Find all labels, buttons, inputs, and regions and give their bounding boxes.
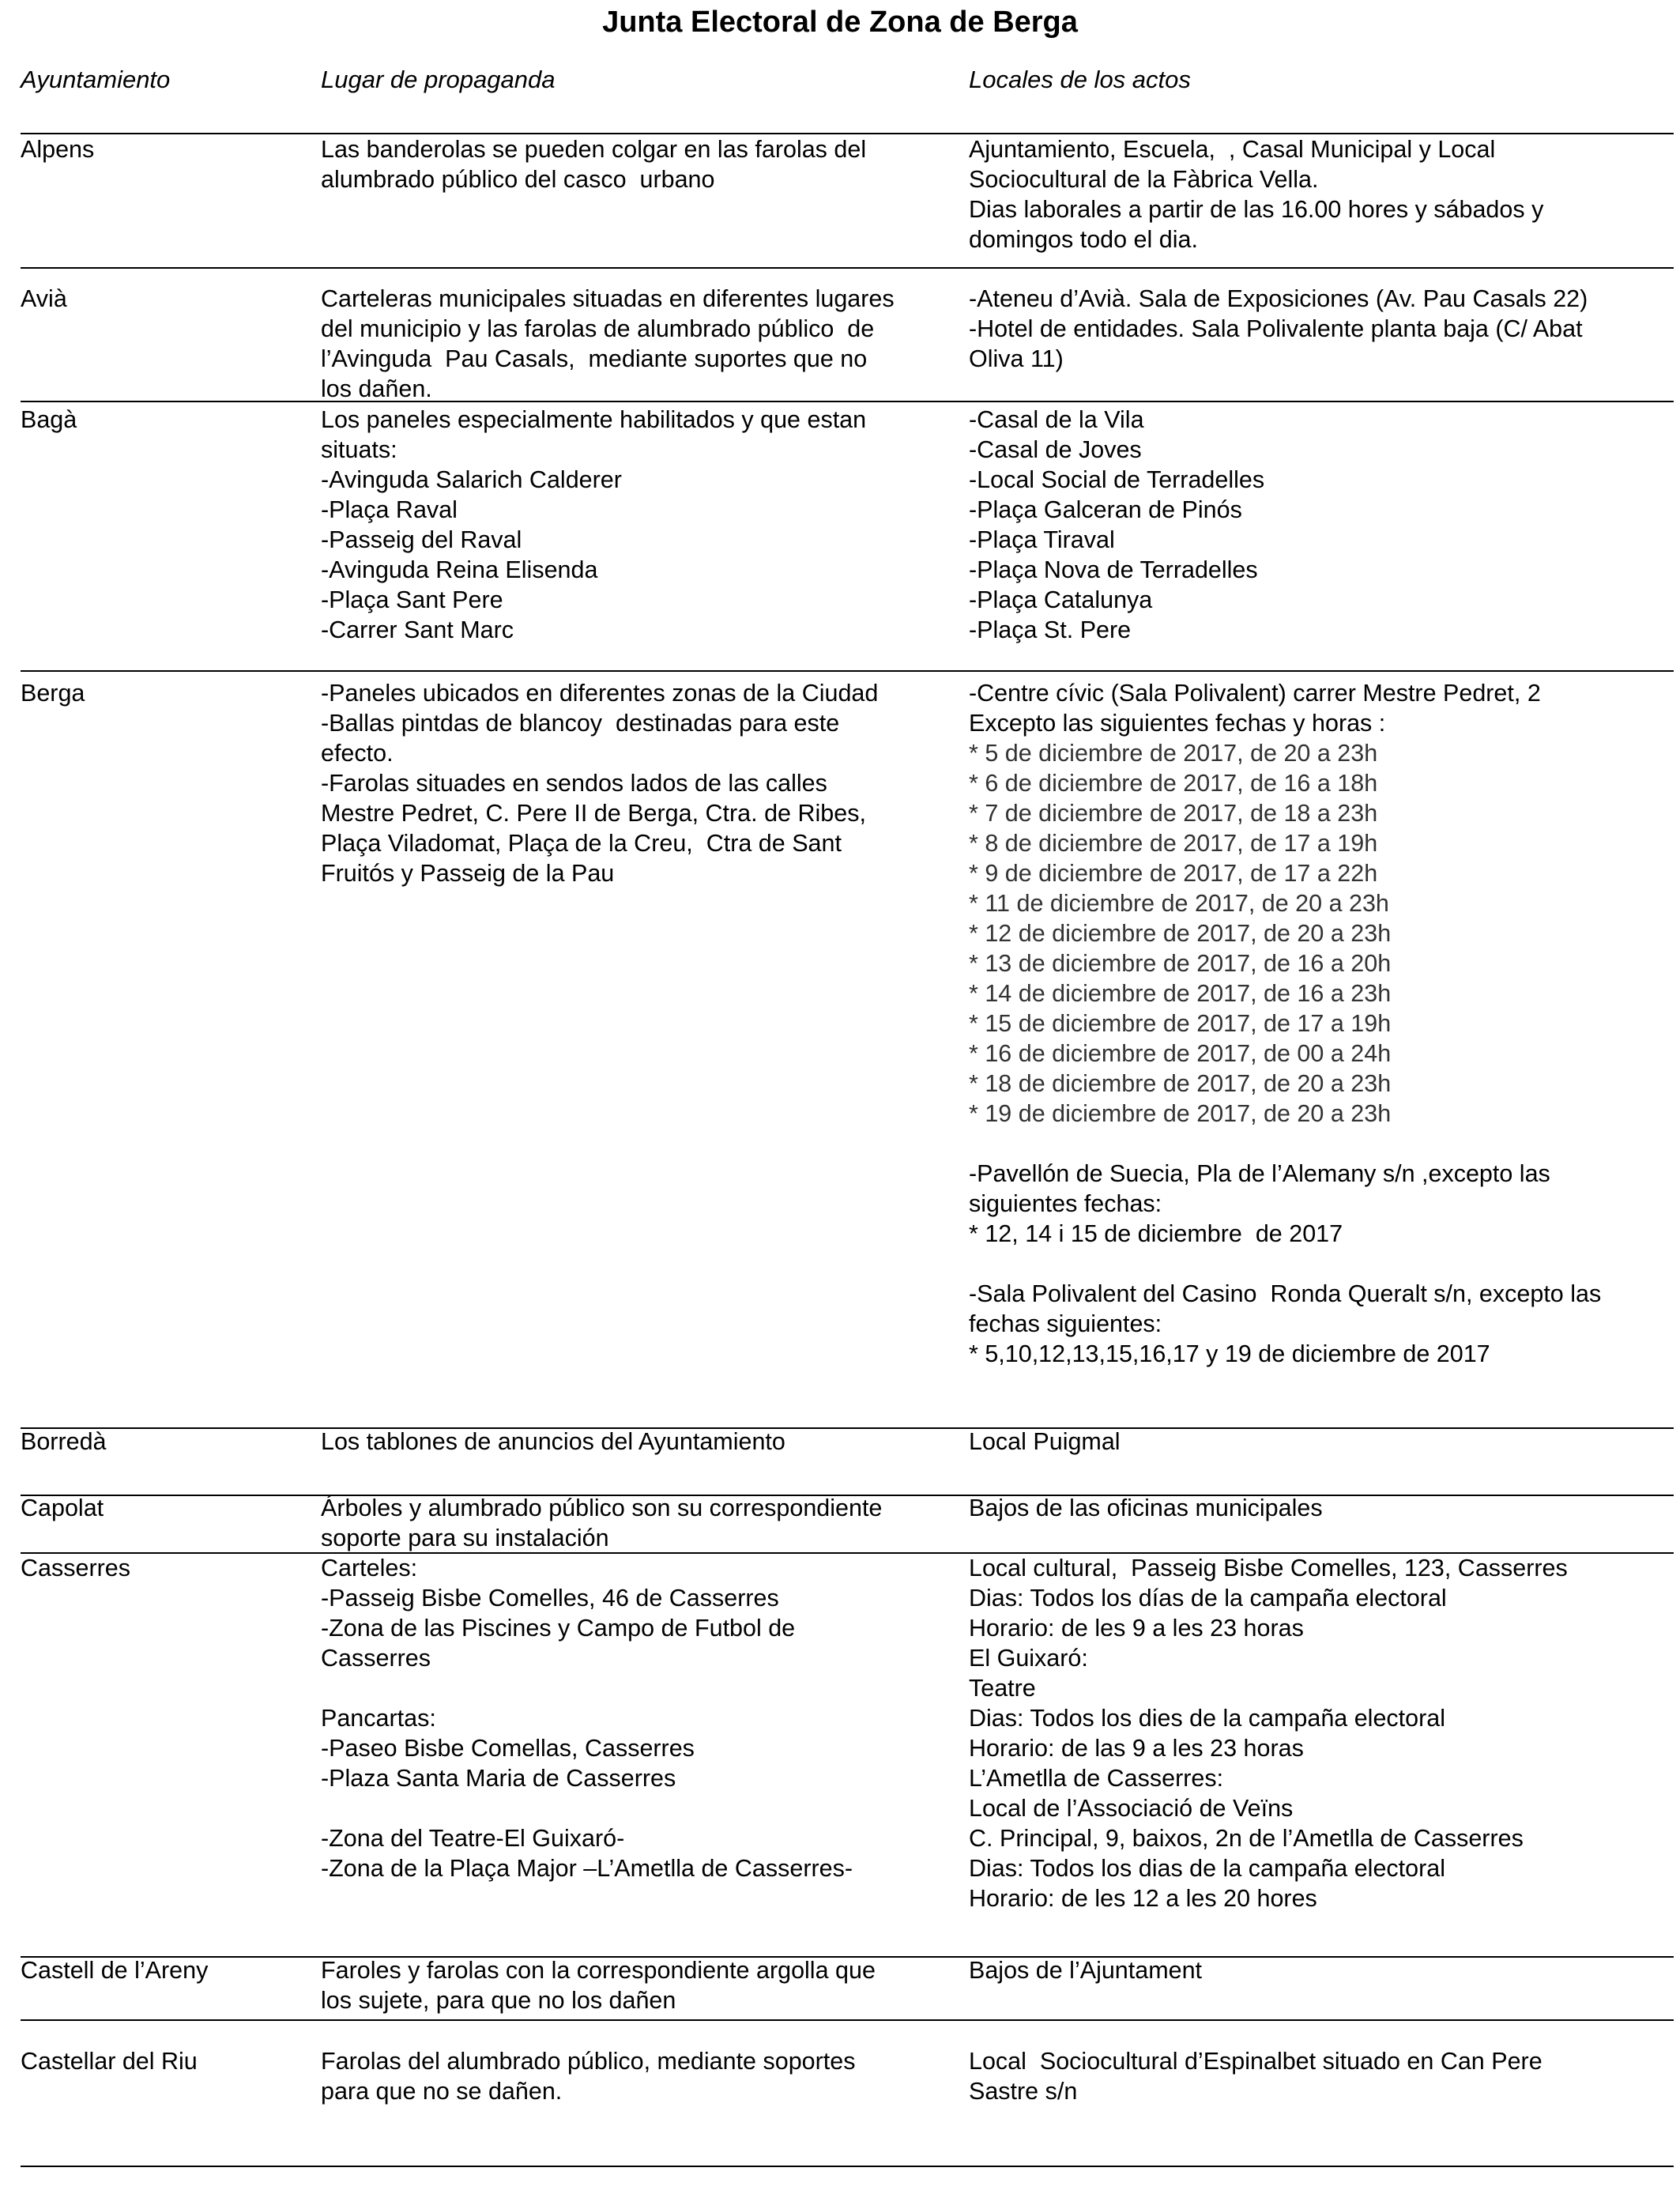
text-line: Plaça Viladomat, Plaça de la Creu, Ctra de Sant — [321, 830, 842, 857]
text-line: Sociocultural de la Fàbrica Vella. — [969, 166, 1319, 193]
cell-ayuntamiento: Bagà — [21, 406, 77, 433]
text-line: -Ateneu d’Avià. Sala de Exposiciones (Av. Pau Casals 22) — [969, 285, 1588, 312]
text-line — [969, 1249, 1664, 1279]
text-line: -Casal de Joves — [969, 436, 1142, 463]
text-line: del municipio y las farolas de alumbrado público de — [321, 315, 875, 342]
text-line: l’Avinguda Pau Casals, mediante suportes que no — [321, 345, 868, 372]
row-divider — [21, 2019, 1674, 2021]
text-line: alumbrado público del casco urbano — [321, 166, 715, 193]
header-lugar-de-propaganda: Lugar de propaganda — [321, 66, 556, 93]
text-line: Dias laborales a partir de las 16.00 hores y sábados y — [969, 196, 1544, 223]
text-line: * 18 de diciembre de 2017, de 20 a 23h — [969, 1070, 1392, 1097]
text-line: -Plaça Sant Pere — [321, 586, 503, 613]
text-line: El Guixaró: — [969, 1645, 1088, 1672]
text-line: * 16 de diciembre de 2017, de 00 a 24h — [969, 1040, 1392, 1067]
cell-lugar-de-propaganda — [321, 1955, 961, 2015]
text-line: Casserres — [321, 1645, 431, 1672]
cell-ayuntamiento: Borredà — [21, 1428, 107, 1455]
text-line: -Plaça Tiraval — [969, 526, 1115, 553]
text-line: Los paneles especialmente habilitados y que estan — [321, 406, 867, 433]
text-line: -Pavellón de Suecia, Pla de l’Alemany s/n ,excepto las — [969, 1160, 1550, 1187]
cell-ayuntamiento: Castellar del Riu — [21, 2048, 198, 2075]
text-line — [969, 1129, 1664, 1159]
cell-lugar-de-propaganda — [321, 134, 961, 194]
cell-lugar-de-propaganda — [321, 284, 961, 404]
text-line: * 13 de diciembre de 2017, de 16 a 20h — [969, 950, 1392, 977]
text-line: Horario: de las 9 a les 23 horas — [969, 1735, 1304, 1762]
row-divider — [21, 670, 1674, 672]
text-line: siguientes fechas: — [969, 1190, 1162, 1217]
cell-ayuntamiento: Berga — [21, 680, 85, 707]
cell-locales-de-los-actos — [969, 678, 1664, 1369]
text-line: Excepto las siguientes fechas y horas : — [969, 710, 1386, 737]
cell-ayuntamiento: Avià — [21, 285, 67, 312]
text-line: -Paneles ubicados en diferentes zonas de la Ciudad — [321, 680, 879, 707]
text-line: -Plaça Raval — [321, 496, 458, 523]
text-line: -Plaça St. Pere — [969, 616, 1132, 643]
text-line: Bajos de l’Ajuntament — [969, 1957, 1203, 1984]
text-line: -Sala Polivalent del Casino Ronda Queralt s/n, excepto las — [969, 1280, 1602, 1307]
text-line: Local de l’Associació de Veïns — [969, 1795, 1294, 1822]
text-line: -Avinguda Reina Elisenda — [321, 556, 598, 583]
cell-locales-de-los-actos — [969, 284, 1664, 374]
cell-lugar-de-propaganda — [321, 405, 961, 645]
cell-locales-de-los-actos — [969, 134, 1664, 254]
text-line: * 19 de diciembre de 2017, de 20 a 23h — [969, 1100, 1392, 1127]
text-line: * 5 de diciembre de 2017, de 20 a 23h — [969, 740, 1378, 767]
cell-ayuntamiento: Alpens — [21, 136, 95, 163]
cell-lugar-de-propaganda — [321, 2046, 961, 2106]
text-line: domingos todo el dia. — [969, 226, 1198, 253]
text-line: Local Sociocultural d’Espinalbet situado en Can Pere — [969, 2048, 1543, 2075]
text-line: Fruitós y Passeig de la Pau — [321, 860, 615, 887]
text-line: Los tablones de anuncios del Ayuntamiento — [321, 1428, 785, 1455]
cell-lugar-de-propaganda — [321, 678, 961, 888]
cell-ayuntamiento: Capolat — [21, 1495, 104, 1521]
text-line: para que no se dañen. — [321, 2078, 563, 2105]
text-line: -Local Social de Terradelles — [969, 466, 1265, 493]
cell-ayuntamiento: Castell de l’Areny — [21, 1957, 209, 1984]
text-line: situats: — [321, 436, 397, 463]
text-line: Dias: Todos los dies de la campaña electoral — [969, 1705, 1446, 1732]
text-line: * 12 de diciembre de 2017, de 20 a 23h — [969, 920, 1392, 947]
text-line: * 5,10,12,13,15,16,17 y 19 de diciembre de 2017 — [969, 1340, 1490, 1367]
text-line: -Passeig del Raval — [321, 526, 522, 553]
row-divider — [21, 2166, 1674, 2167]
text-line: Pancartas: — [321, 1705, 436, 1732]
text-line: * 8 de diciembre de 2017, de 17 a 19h — [969, 830, 1378, 857]
text-line: -Zona del Teatre-El Guixaró- — [321, 1825, 625, 1852]
text-line: * 12, 14 i 15 de diciembre de 2017 — [969, 1220, 1343, 1247]
text-line: -Plaça Galceran de Pinós — [969, 496, 1242, 523]
text-line: -Plaça Nova de Terradelles — [969, 556, 1258, 583]
text-line: Sastre s/n — [969, 2078, 1078, 2105]
header-ayuntamiento: Ayuntamiento — [21, 66, 171, 93]
text-line: -Plaça Catalunya — [969, 586, 1153, 613]
text-line: Local cultural, Passeig Bisbe Comelles, 123, Casserres — [969, 1555, 1568, 1581]
text-line: -Passeig Bisbe Comelles, 46 de Casserres — [321, 1585, 779, 1612]
cell-locales-de-los-actos — [969, 2046, 1664, 2106]
text-line: * 6 de diciembre de 2017, de 16 a 18h — [969, 770, 1378, 797]
text-line: Ajuntamiento, Escuela, , Casal Municipal y Local — [969, 136, 1496, 163]
text-line: Bajos de las oficinas municipales — [969, 1495, 1323, 1521]
header-locales-de-los-actos: Locales de los actos — [969, 66, 1191, 93]
text-line: los sujete, para que no los dañen — [321, 1987, 676, 2014]
text-line: * 11 de diciembre de 2017, de 20 a 23h — [969, 890, 1389, 917]
text-line: Horario: de les 9 a les 23 horas — [969, 1615, 1304, 1642]
text-line: * 15 de diciembre de 2017, de 17 a 19h — [969, 1010, 1392, 1037]
text-line: Faroles y farolas con la correspondiente argolla que — [321, 1957, 876, 1984]
cell-lugar-de-propaganda — [321, 1427, 961, 1457]
text-line: -Ballas pintdas de blancoy destinadas para este — [321, 710, 840, 737]
text-line: -Carrer Sant Marc — [321, 616, 514, 643]
text-line: -Zona de las Piscines y Campo de Futbol de — [321, 1615, 796, 1642]
text-line: -Centre cívic (Sala Polivalent) carrer Mestre Pedret, 2 — [969, 680, 1541, 707]
text-line: Horario: de les 12 a les 20 hores — [969, 1885, 1317, 1912]
cell-locales-de-los-actos — [969, 1553, 1664, 1913]
text-line: soporte para su instalación — [321, 1525, 609, 1551]
text-line: C. Principal, 9, baixos, 2n de l’Ametlla de Casserres — [969, 1825, 1524, 1852]
text-line: -Casal de la Vila — [969, 406, 1144, 433]
text-line: -Avinguda Salarich Calderer — [321, 466, 622, 493]
text-line: Las banderolas se pueden colgar en las farolas del — [321, 136, 867, 163]
text-line: fechas siguientes: — [969, 1310, 1162, 1337]
row-divider — [21, 267, 1674, 269]
text-line: -Hotel de entidades. Sala Polivalente planta baja (C/ Abat — [969, 315, 1583, 342]
text-line — [321, 1793, 961, 1823]
cell-locales-de-los-actos — [969, 1955, 1664, 1985]
text-line: Dias: Todos los dias de la campaña electoral — [969, 1855, 1446, 1882]
text-line: Teatre — [969, 1675, 1036, 1702]
text-line: -Paseo Bisbe Comellas, Casserres — [321, 1735, 695, 1762]
text-line: Mestre Pedret, C. Pere II de Berga, Ctra. de Ribes, — [321, 800, 866, 827]
text-line: * 7 de diciembre de 2017, de 18 a 23h — [969, 800, 1378, 827]
text-line: los dañen. — [321, 375, 432, 402]
text-line: Oliva 11) — [969, 345, 1064, 372]
cell-lugar-de-propaganda — [321, 1553, 961, 1883]
text-line — [321, 1673, 961, 1703]
text-line: * 14 de diciembre de 2017, de 16 a 23h — [969, 980, 1392, 1007]
cell-locales-de-los-actos — [969, 1493, 1664, 1523]
text-line: -Plaza Santa Maria de Casserres — [321, 1765, 676, 1792]
text-line: L’Ametlla de Casserres: — [969, 1765, 1224, 1792]
text-line: -Farolas situades en sendos lados de las calles — [321, 770, 827, 797]
text-line: -Zona de la Plaça Major –L’Ametlla de Casserres- — [321, 1855, 853, 1882]
text-line: efecto. — [321, 740, 394, 767]
text-line: Carteleras municipales situadas en diferentes lugares — [321, 285, 895, 312]
page-title: Junta Electoral de Zona de Berga — [602, 6, 1078, 39]
cell-ayuntamiento: Casserres — [21, 1555, 130, 1581]
text-line: Farolas del alumbrado público, mediante soportes — [321, 2048, 856, 2075]
cell-lugar-de-propaganda — [321, 1493, 961, 1553]
text-line: Dias: Todos los días de la campaña electoral — [969, 1585, 1447, 1612]
text-line: Carteles: — [321, 1555, 418, 1581]
cell-locales-de-los-actos — [969, 405, 1664, 645]
text-line: * 9 de diciembre de 2017, de 17 a 22h — [969, 860, 1378, 887]
cell-locales-de-los-actos — [969, 1427, 1664, 1457]
text-line: Árboles y alumbrado público son su correspondiente — [321, 1495, 883, 1521]
text-line: Local Puigmal — [969, 1428, 1121, 1455]
